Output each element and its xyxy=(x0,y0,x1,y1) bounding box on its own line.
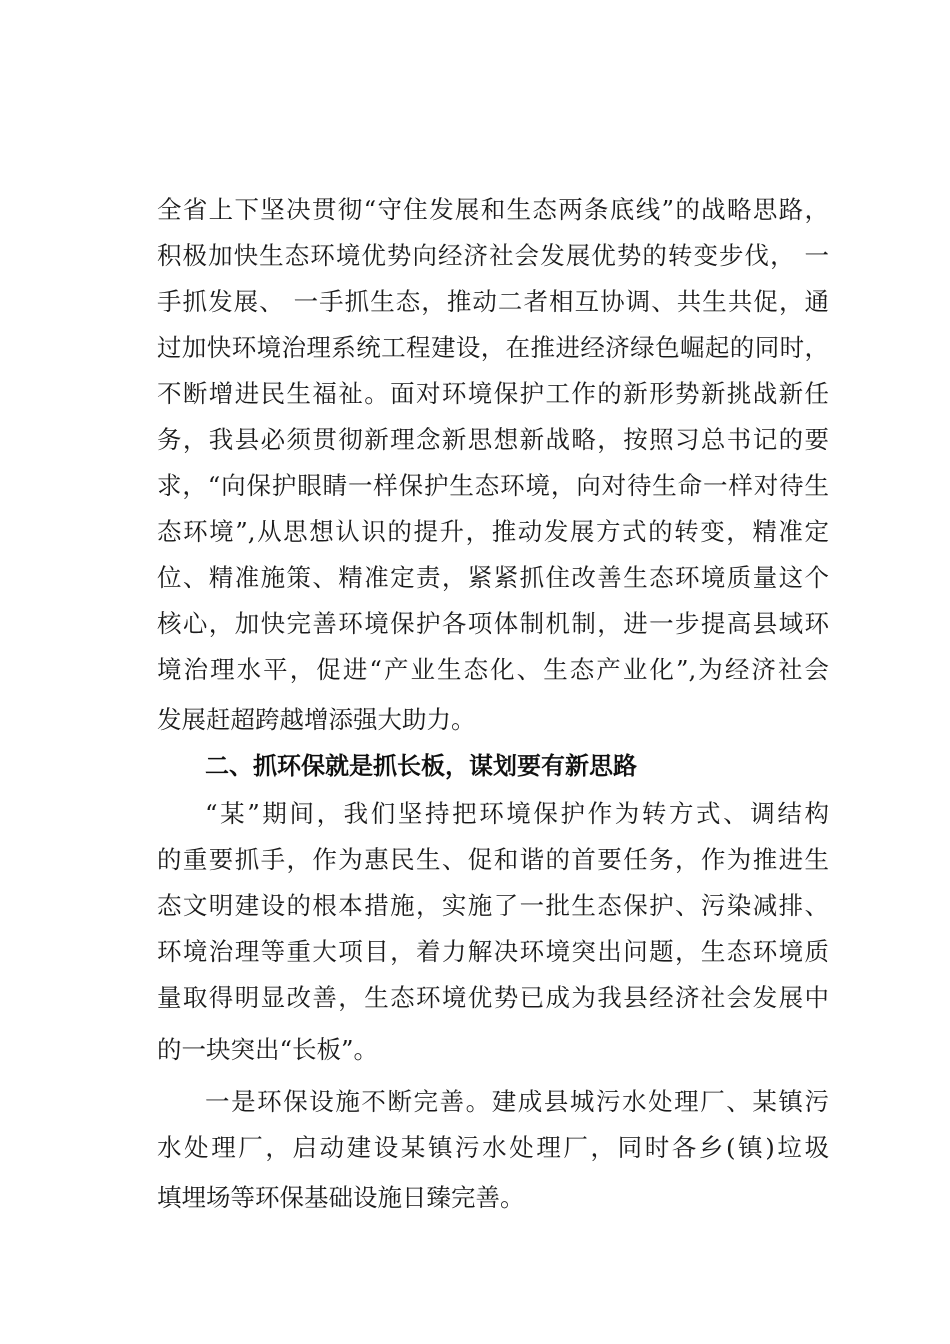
paragraph-1-line-3: 手抓发展、 一手抓生态，推动二者相互协调、共生共促，通 xyxy=(157,287,829,316)
paragraph-1-line-4: 过加快环境治理系统工程建设，在推进经济绿色崛起的同时， xyxy=(157,333,829,362)
paragraph-3-line-2: 水处理厂，启动建设某镇污水处理厂，同时各乡(镇)垃圾 xyxy=(157,1133,829,1162)
paragraph-2-line-4: 环境治理等重大项目，着力解决环境突出问题，生态环境质 xyxy=(157,937,829,966)
paragraph-1-line-12: 发展赶超跨越增添强大助力。 xyxy=(157,705,476,734)
paragraph-1-line-8: 态环境”,从思想认识的提升，推动发展方式的转变，精准定 xyxy=(157,517,829,546)
paragraph-2-line-5: 量取得明显改善，生态环境优势已成为我县经济社会发展中 xyxy=(157,983,829,1012)
paragraph-2-line-2: 的重要抓手，作为惠民生、促和谐的首要任务，作为推进生 xyxy=(157,845,829,874)
paragraph-2-line-3: 态文明建设的根本措施，实施了一批生态保护、污染减排、 xyxy=(157,891,829,920)
paragraph-1-line-5: 不断增进民生福祉。面对环境保护工作的新形势新挑战新任 xyxy=(157,379,829,408)
paragraph-1-line-11: 境治理水平，促进“产业生态化、生态产业化”,为经济社会 xyxy=(157,655,829,684)
paragraph-3-line-3: 填埋场等环保基础设施日臻完善。 xyxy=(157,1183,525,1212)
paragraph-1-line-1: 全省上下坚决贯彻“守住发展和生态两条底线”的战略思路， xyxy=(157,195,829,224)
paragraph-2-line-6: 的一块突出“长板”。 xyxy=(157,1035,379,1064)
paragraph-3-line-1: 一是环保设施不断完善。建成县城污水处理厂、某镇污 xyxy=(205,1087,829,1116)
paragraph-1-line-9: 位、精准施策、精准定责，紧紧抓住改善生态环境质量这个 xyxy=(157,563,829,592)
section-heading: 二、抓环保就是抓长板，谋划要有新思路 xyxy=(205,752,637,780)
paragraph-1-line-10: 核心，加快完善环境保护各项体制机制，进一步提高县域环 xyxy=(157,609,829,638)
paragraph-1-line-7: 求，“向保护眼睛一样保护生态环境，向对待生命一样对待生 xyxy=(157,471,829,500)
paragraph-1-line-2: 积极加快生态环境优势向经济社会发展优势的转变步伐， 一 xyxy=(157,241,829,270)
paragraph-1-line-6: 务，我县必须贯彻新理念新思想新战略，按照习总书记的要 xyxy=(157,425,829,454)
paragraph-2-line-1: “某”期间，我们坚持把环境保护作为转方式、调结构 xyxy=(205,799,829,828)
